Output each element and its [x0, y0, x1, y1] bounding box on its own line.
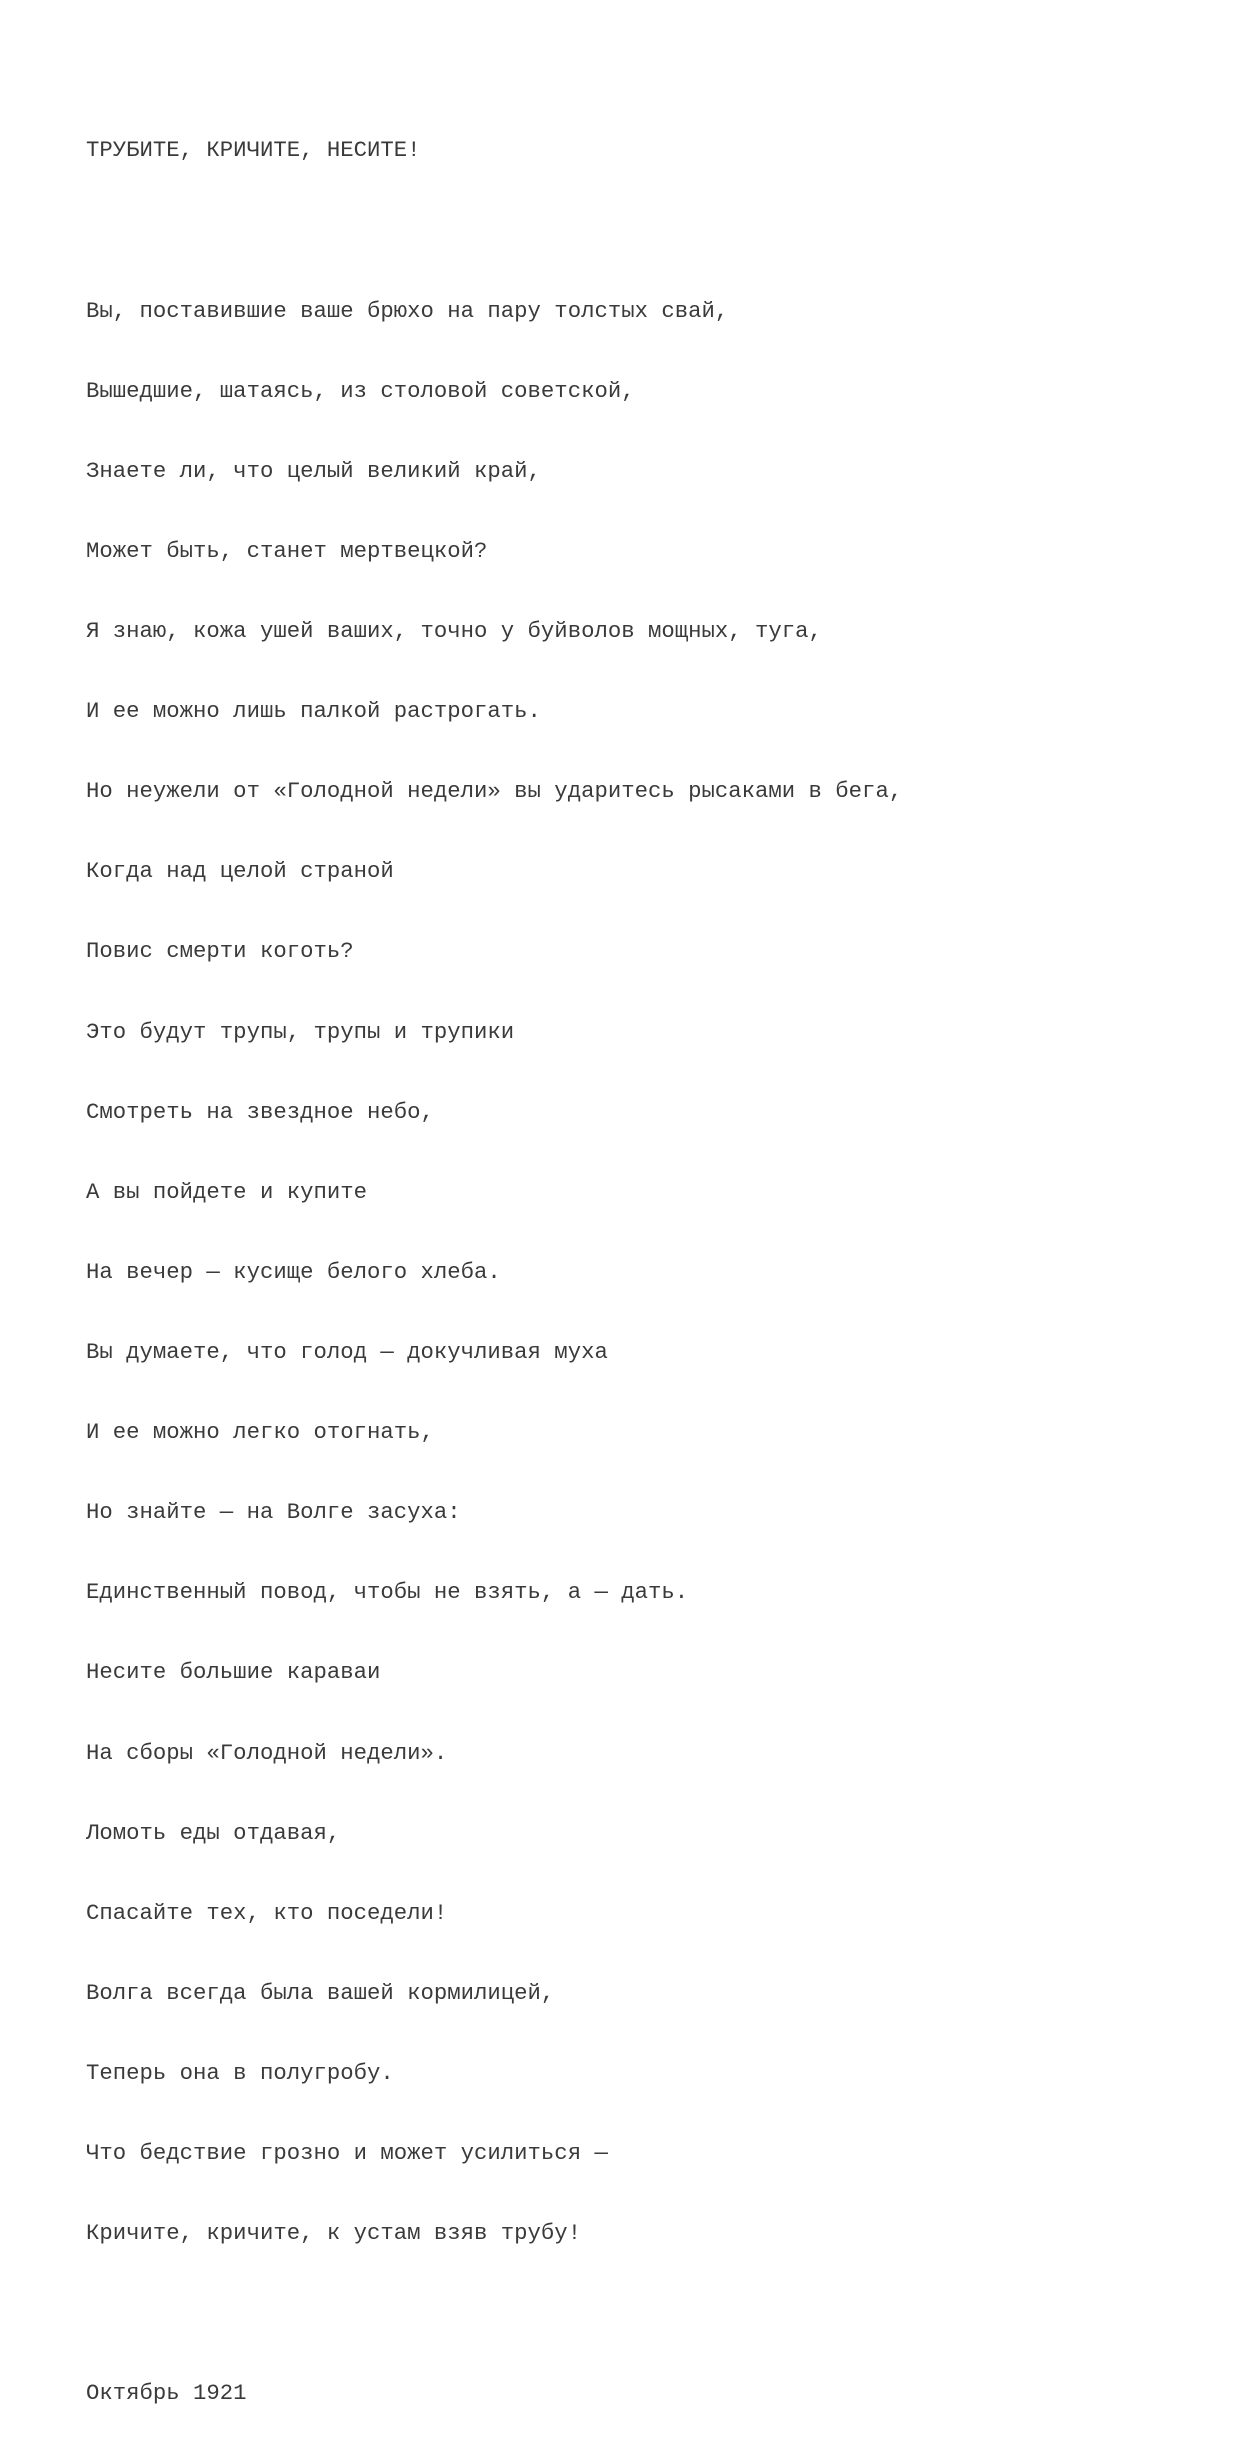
poem-line: Ломоть еды отдавая,	[86, 1819, 341, 1846]
poem-line: Знаете ли, что целый великий край,	[86, 457, 541, 484]
poem-line: Я знаю, кожа ушей ваших, точно у буйволов мощных, туга,	[86, 618, 822, 645]
poem-line: Спасайте тех, кто поседели!	[86, 1899, 448, 1926]
poem-line: На сборы «Голодной недели».	[86, 1739, 448, 1766]
poem-line: Но знайте — на Волге засуха:	[86, 1499, 461, 1526]
poem-line: Повис смерти коготь?	[86, 938, 354, 965]
poem-line: Единственный повод, чтобы не взять, а — дать.	[86, 1579, 689, 1606]
poem-line: Вышедшие, шатаясь, из столовой советской,	[86, 377, 635, 404]
poem-line: Это будут трупы, трупы и трупики	[86, 1018, 515, 1045]
poem-line: Может быть, станет мертвецкой?	[86, 537, 488, 564]
poem-line: На вечер — кусище белого хлеба.	[86, 1258, 501, 1285]
poem-line: Вы, поставившие ваше брюхо на пару толстых свай,	[86, 297, 729, 324]
poem-line: А вы пойдете и купите	[86, 1178, 367, 1205]
poem-line: Когда над целой страной	[86, 858, 394, 885]
poem-line: Что бедствие грозно и может усилиться —	[86, 2140, 608, 2167]
poem-date: Октябрь 1921	[86, 2380, 247, 2407]
poem-line: Кричите, кричите, к устам взяв трубу!	[86, 2220, 582, 2247]
poem-line: И ее можно лишь палкой растрогать.	[86, 698, 541, 725]
poem-line: Вы думаете, что голод — докучливая муха	[86, 1339, 608, 1366]
poem-body	[86, 244, 902, 2300]
poem-line: Но неужели от «Голодной недели» вы ударитесь рысаками в бега,	[86, 778, 903, 805]
poem-line: Теперь она в полугробу.	[86, 2060, 394, 2087]
poem	[86, 84, 902, 2461]
poem-line: И ее можно легко отогнать,	[86, 1419, 434, 1446]
poem-line: Несите большие караваи	[86, 1659, 381, 1686]
poem-title: ТРУБИТЕ, КРИЧИТЕ, НЕСИТЕ!	[86, 137, 421, 164]
poem-line: Волга всегда была вашей кормилицей,	[86, 1979, 555, 2006]
poem-line: Смотреть на звездное небо,	[86, 1098, 434, 1125]
